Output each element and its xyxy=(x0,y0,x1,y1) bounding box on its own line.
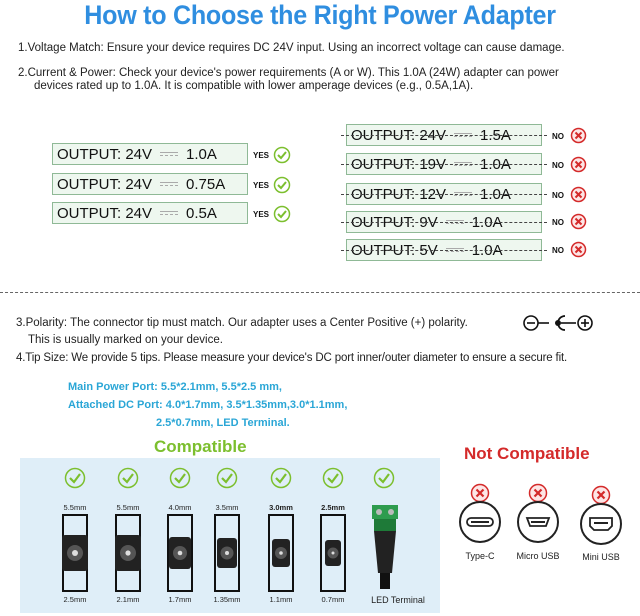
output-box xyxy=(52,202,248,224)
output-box xyxy=(346,239,542,261)
output-label: OUTPUT: 24V xyxy=(57,145,153,163)
compatible-heading: Compatible xyxy=(154,437,247,456)
tip-outer-size: 2.5mm xyxy=(321,503,345,512)
no-tag: NO xyxy=(552,132,564,141)
output-box xyxy=(346,153,542,175)
output-box xyxy=(52,173,248,195)
no-tag: NO xyxy=(552,161,564,170)
check-icon xyxy=(169,467,191,489)
tip-outer-size: 3.0mm xyxy=(269,503,293,512)
attached-port-text-1: Attached DC Port: 4.0*1.7mm, 3.5*1.35mm,3.0*1.1mm, xyxy=(68,399,348,411)
strike-line xyxy=(341,135,547,136)
section-divider xyxy=(0,292,640,293)
strike-line xyxy=(341,222,547,223)
not-compatible-port-label: Micro USB xyxy=(516,551,560,561)
dc-tip-icon xyxy=(166,513,194,593)
mini-usb-port-icon xyxy=(579,502,623,546)
output-label: OUTPUT: 5V xyxy=(351,241,438,259)
output-label: OUTPUT: 24V xyxy=(351,126,447,144)
not-compatible-heading: Not Compatible xyxy=(464,444,590,463)
tip-outer-size: 4.0mm xyxy=(168,503,192,512)
tip-outer-size: 5.5mm xyxy=(116,503,140,512)
output-label: OUTPUT: 12V xyxy=(351,185,447,203)
polarity-text-1: 3.Polarity: The connector tip must match. Our adapter uses a Center Positive (+) polarity. xyxy=(16,317,468,329)
tip-size-text: 4.Tip Size: We provide 5 tips. Please measure your device's DC port inner/outer diameter to ensure a secure fit. xyxy=(16,352,568,364)
cross-icon xyxy=(570,241,587,258)
main-port-text: Main Power Port: 5.5*2.1mm, 5.5*2.5 mm, xyxy=(68,381,282,393)
tip-outer-size: 5.5mm xyxy=(63,503,87,512)
not-compatible-port-label: Type-C xyxy=(465,551,495,561)
output-current: 1.5A xyxy=(480,126,511,144)
output-current: 0.5A xyxy=(186,204,217,222)
page-title: How to Choose the Right Power Adapter xyxy=(84,0,556,30)
cross-icon xyxy=(570,213,587,230)
cross-icon xyxy=(570,156,587,173)
check-icon xyxy=(273,205,291,223)
output-dash xyxy=(160,182,178,186)
output-current: 1.0A xyxy=(186,145,217,163)
output-box xyxy=(346,183,542,205)
yes-tag: YES xyxy=(253,181,270,190)
dc-tip-icon xyxy=(61,513,89,593)
output-current: 1.0A xyxy=(480,155,511,173)
dc-tip-icon xyxy=(213,513,241,593)
cross-icon xyxy=(570,127,587,144)
check-icon xyxy=(117,467,139,489)
compatible-tips-panel xyxy=(20,458,440,613)
yes-tag: YES xyxy=(253,151,270,160)
led-terminal-label: LED Terminal xyxy=(371,595,425,605)
strike-line xyxy=(341,250,547,251)
dc-tip-icon xyxy=(267,513,295,593)
output-label: OUTPUT: 24V xyxy=(57,204,153,222)
check-icon xyxy=(273,146,291,164)
voltage-match-text: 1.Voltage Match: Ensure your device requires DC 24V input. Using an incorrect voltage can cause damage. xyxy=(18,42,565,54)
tip-inner-size: 0.7mm xyxy=(321,595,345,604)
output-current: 1.0A xyxy=(480,185,511,203)
output-label: OUTPUT: 24V xyxy=(57,175,153,193)
no-tag: NO xyxy=(552,191,564,200)
yes-tag: YES xyxy=(253,210,270,219)
not-compatible-port-label: Mini USB xyxy=(582,552,620,562)
dc-tip-icon xyxy=(319,513,347,593)
check-icon xyxy=(273,176,291,194)
output-label: OUTPUT: 9V xyxy=(351,213,438,231)
output-current: 1.0A xyxy=(471,213,503,231)
no-tag: NO xyxy=(552,218,564,227)
dc-tip-icon xyxy=(114,513,142,593)
output-current: 0.75A xyxy=(186,175,226,193)
check-icon xyxy=(270,467,292,489)
output-box xyxy=(52,143,248,165)
led-terminal-icon xyxy=(368,503,402,591)
current-power-text-2: devices rated up to 1.0A. It is compatible with lower amperage devices (e.g., 0.5A,1A). xyxy=(34,80,474,92)
current-power-text-1: 2.Current & Power: Check your device's power requirements (A or W). This 1.0A (24W) adapter can power xyxy=(18,67,559,79)
check-icon xyxy=(216,467,238,489)
cross-icon xyxy=(570,186,587,203)
tip-outer-size: 3.5mm xyxy=(215,503,239,512)
center-positive-polarity-icon xyxy=(521,313,595,333)
check-icon xyxy=(322,467,344,489)
tip-inner-size: 2.1mm xyxy=(116,595,140,604)
output-label: OUTPUT: 19V xyxy=(351,155,447,173)
output-dash xyxy=(160,211,178,215)
no-tag: NO xyxy=(552,246,564,255)
polarity-text-2: This is usually marked on your device. xyxy=(28,334,223,346)
strike-line xyxy=(341,164,547,165)
tip-inner-size: 1.35mm xyxy=(213,595,241,604)
micro-usb-port-icon xyxy=(516,500,560,544)
strike-line xyxy=(341,194,547,195)
tip-inner-size: 1.1mm xyxy=(269,595,293,604)
output-current: 1.0A xyxy=(471,241,503,259)
check-icon xyxy=(373,467,395,489)
output-dash xyxy=(160,152,178,156)
output-box xyxy=(346,124,542,146)
output-box xyxy=(346,211,542,233)
tip-inner-size: 1.7mm xyxy=(168,595,192,604)
type-c-port-icon xyxy=(458,500,502,544)
check-icon xyxy=(64,467,86,489)
tip-inner-size: 2.5mm xyxy=(63,595,87,604)
attached-port-text-2: 2.5*0.7mm, LED Terminal. xyxy=(156,417,290,429)
